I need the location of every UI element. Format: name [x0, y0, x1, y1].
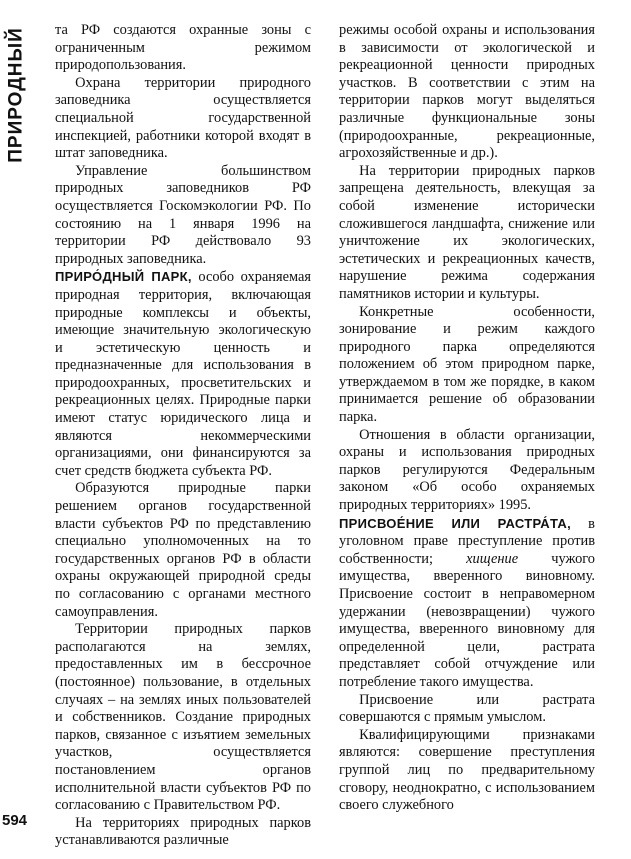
entry-italic-term: хищение	[466, 550, 519, 567]
paragraph: Образуются природные парки решением органов государственной власти субъектов РФ по представлению специально уполномоченных на то государственных органов РФ в области охраны окружающей природной среды по согласованию с органами местного самоуправления.	[55, 480, 311, 620]
entry-definition: особо охраняемая природная территория, включающая природные комплексы и объекты, имеющие значительную экологическую и эстетическую ценность и предназначенные для использования в природоохранных, просветительских и рекреационных целях. Природные парки имеют статус юридического лица и являются некоммерческими организациями, они финансируются за счет средств бюджета субъекта РФ.	[55, 269, 311, 479]
left-column	[55, 22, 311, 850]
paragraph: Присвоение или растрата совершаются с прямым умыслом.	[339, 691, 595, 726]
entry-definition: в уголовном праве преступление против собственности;	[339, 515, 595, 567]
running-head-text: ПРИРОДНЫЙ	[6, 27, 28, 163]
right-column	[339, 22, 595, 815]
paragraph: Территории природных парков располагаются на землях, предоставленных им в бессрочное (постоянное) пользование, в отдельных случаях – на землях иных пользователей и собственников. Создание природных парков, связанное с изъятием земельных участков, осуществляется постановлением органов исполнительной власти субъектов РФ по согласованию с Правительством РФ.	[55, 621, 311, 814]
page-number: 594	[2, 812, 28, 829]
running-head	[2, 20, 32, 170]
paragraph: та РФ создаются охранные зоны с ограниченным режимом природопользования.	[55, 22, 311, 74]
entry-definition-cont: чужого имущества, вверенного виновному. Присвоение состоит в неправомерном удержании (невозвращении) чужого имущества, вверенного виновному для определенной цели, растрата представляет собой отчуждение или потребление такого имущества.	[339, 550, 596, 690]
paragraph: Квалифицирующими признаками являются: совершение преступления группой лиц по предварительному сговору, неоднократно, с использованием своего служебного	[339, 726, 595, 814]
entry-term: ПРИСВОЕ́НИЕ ИЛИ РАСТРА́ТА,	[339, 515, 572, 531]
entry-term: ПРИРО́ДНЫЙ ПАРК,	[55, 269, 192, 285]
paragraph: Отношения в области организации, охраны и использования природных парков регулируются Федеральным законом «Об особо охраняемых природных территориях» 1995.	[339, 426, 595, 514]
dictionary-entry	[339, 515, 595, 692]
paragraph: Охрана территории природного заповедника осуществляется специальной государственной инспекцией, работники которой входят в штат заповедника.	[55, 74, 311, 162]
paragraph: Конкретные особенности, зонирование и режим каждого природного парка определяются положением об этом природном парке, утверждаемом в том же порядке, в каком принимается решение об образовании парка.	[339, 303, 595, 426]
paragraph: На территории природных парков запрещена деятельность, влекущая за собой изменение исторически сложившегося ландшафта, снижение или уничтожение их экологических, эстетических и рекреационных качеств, нарушение режима содержания памятников истории и культуры.	[339, 162, 595, 302]
dictionary-entry	[55, 268, 311, 480]
paragraph: режимы особой охраны и использования в зависимости от экологической и рекреационной ценности природных участков. В соответствии с этим на территории парков могут выделяться различные функциональные зоны (природоохранные, рекреационные, агрохозяйственные и др.).	[339, 22, 595, 162]
paragraph: На территориях природных парков устанавливаются различные	[55, 814, 311, 849]
paragraph: Управление большинством природных заповедников РФ осуществляется Госкомэкологии РФ. По состоянию на 1 января 1996 на территории РФ действовало 93 природных заповедника.	[55, 162, 311, 267]
